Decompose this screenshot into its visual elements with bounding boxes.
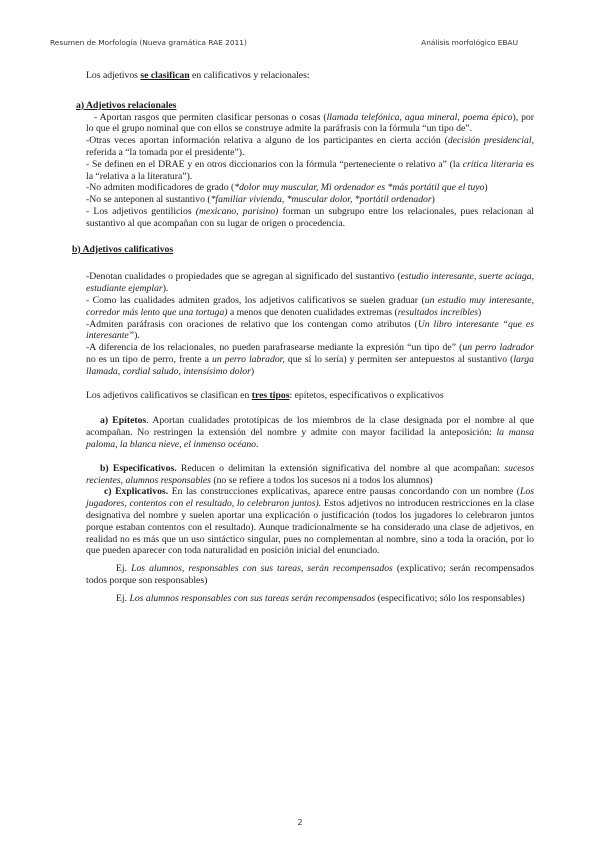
page-header — [50, 38, 540, 47]
explicativos-paragraph: c) Explicativos. En las construcciones explicativas, aparece entre pausas concordando con un nombre (Los jugadores, contentos con el resultado, lo celebraron juntos). Estos adjetivos no introducen restricciones en la clase designativa del nombre y suelen aportar una explicación o justificación (todos los jugadores lo celebraron juntos porque estaban contentos con el resultado). Aunque tradicionalmente se ha considerado una clase de adjetivos, en realidad no es más que un uso sintáctico singular, pues no complementan al nombre, sino a toda la oración, por lo que pueden aparecer con toda naturalidad en posición inicial del enunciado. — [86, 486, 535, 557]
example-1: Ej. Los alumnos, responsables con sus tareas, serán recompensados (explicativo; serán recompensados todos porque son responsables) — [86, 563, 535, 586]
sec-a-p6: - Los adjetivos gentilicios (mexicano, parisino) forman un subgrupo entre los relacionales, pues relacionan al sustantivo al que acompañan con su lugar de origen o procedencia. — [86, 205, 534, 229]
sec-b-p2: - Como las cualidades admiten grados, los adjetivos calificativos se suelen graduar (un estudio muy interesante, corredor más lento que una tortuga) a menos que denoten cualidades extremas (resultados increíbles) — [86, 294, 534, 318]
sec-a-p3: - Se definen en el DRAE y en otros diccionarios con la fórmula “perteneciente o relativo a” (la crítica literaria es la “relativa a la literatura”). — [86, 158, 534, 182]
sec-a-p1: - Aportan rasgos que permiten clasificar personas o cosas (llamada telefónica, agua mineral, poema épico), por lo que el grupo nominal que con ellos se construye admite la paráfrasis con la fórmula “un tipo de”. — [86, 111, 534, 135]
intro-paragraph: Los adjetivos se clasifican en calificativos y relacionales: — [86, 70, 310, 81]
header-left: Resumen de Morfología (Nueva gramática RAE 2011) — [50, 38, 247, 47]
especificativos-paragraph: b) Especificativos. Reducen o delimitan la extensión significativa del nombre al que acompañan: sucesos recientes, alumnos responsables (no se refiere a todos los sucesos ni a todos los alumnos) — [86, 462, 534, 486]
document-body — [72, 70, 535, 604]
example-2: Ej. Los alumnos responsables con sus tareas serán recompensados (especificativo; sólo los responsables) — [116, 592, 525, 604]
sec-a-p2: -Otras veces aportan información relativa a alguno de los participantes en cierta acción (decisión presidencial, referida a “la tomada por el presidente”). — [86, 135, 534, 158]
page-number: 2 — [297, 818, 303, 827]
classify-paragraph: Los adjetivos calificativos se clasifican en tres tipos: epítetos, especificativos o explicativos — [86, 389, 444, 401]
sec-a-p4: -No admiten modificadores de grado (*dolor muy muscular, Mi ordenador es *más portátil que el tuyo) — [86, 182, 488, 194]
sec-a-p5: -No se anteponen al sustantivo (*familiar vivienda, *muscular dolor, *portátil ordenador) — [86, 194, 435, 206]
section-a-title: a) Adjetivos relacionales — [76, 99, 177, 111]
sec-b-p1: -Denotan cualidades o propiedades que se agregan al significado del sustantivo (estudio interesante, suerte aciaga, estudiante ejemplar). — [86, 271, 534, 295]
sec-b-p3: -Admiten paráfrasis con oraciones de relativo que los contengan como atributos (Un libro interesante “que es interesante”). — [86, 318, 534, 342]
sec-b-p4: -A diferencia de los relacionales, no pueden parafrasearse mediante la expresión “un tipo de” (un perro ladrador no es un tipo de perro, frente a un perro labrador, que sí lo sería) y permiten ser antepuestos al sustantivo (larga llamada, cordial saludo, intensísimo dolor) — [86, 342, 534, 377]
header-right: Análisis morfológico EBAU — [421, 38, 518, 47]
epitetos-paragraph: a) Epítetos. Aportan cualidades prototípicas de los miembros de la clase designada por el nombre al que acompañan. No restringen la extensión del nombre y admite con mayor facilidad la anteposición: la mansa paloma, la blanca nieve, el inmenso océano. — [86, 415, 534, 450]
section-b-title: b) Adjetivos calificativos — [72, 243, 174, 255]
